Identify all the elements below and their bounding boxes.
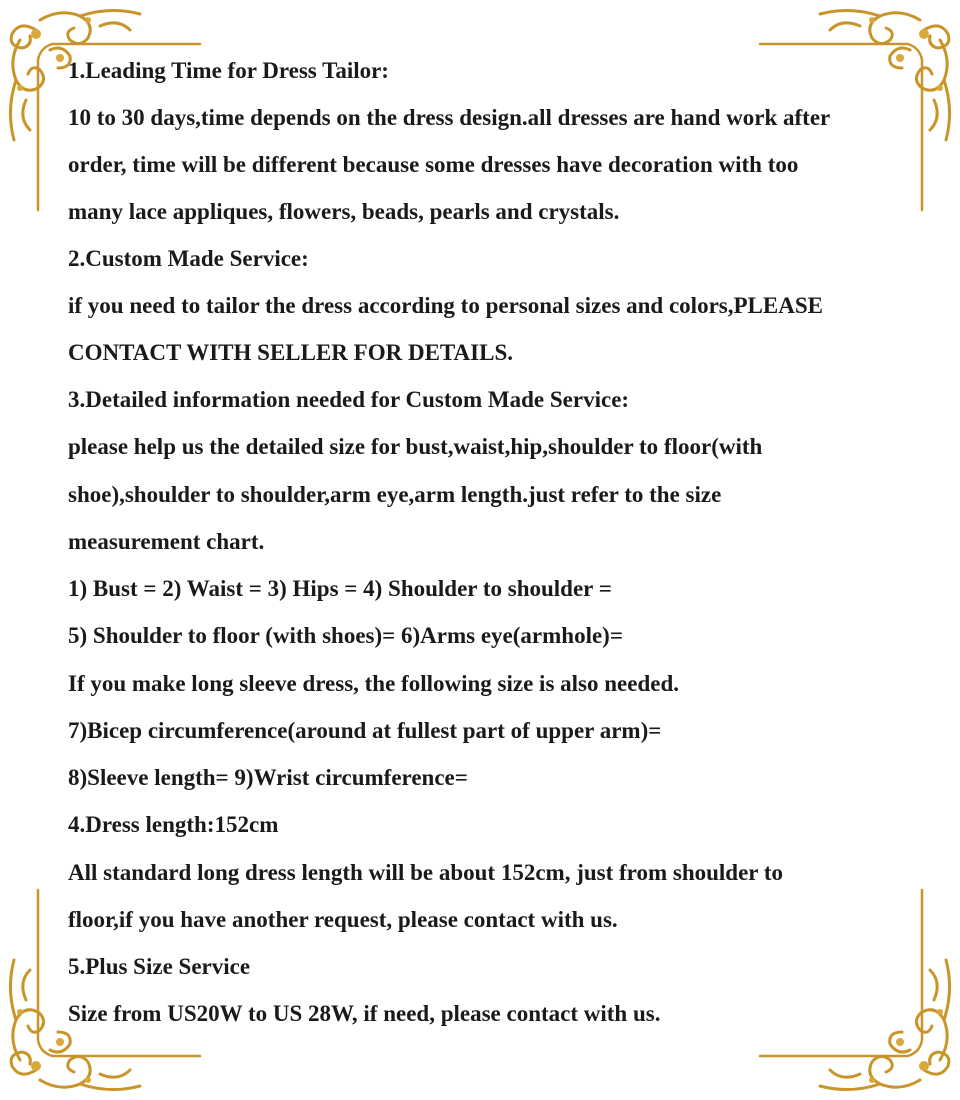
section-heading-dress-length: 4.Dress length:152cm	[68, 812, 279, 837]
section-heading-leading-time: 1.Leading Time for Dress Tailor:	[68, 58, 389, 83]
text-line: CONTACT WITH SELLER FOR DETAILS.	[68, 340, 513, 365]
measurement-line: 7)Bicep circumference(around at fullest part of upper arm)=	[68, 718, 662, 743]
text-line: floor,if you have another request, please contact with us.	[68, 907, 618, 932]
text-line: order, time will be different because some dresses have decoration with too	[68, 152, 799, 177]
section-heading-custom-made: 2.Custom Made Service:	[68, 246, 309, 271]
text-line: All standard long dress length will be about 152cm, just from shoulder to	[68, 860, 783, 885]
section-heading-plus-size: 5.Plus Size Service	[68, 954, 251, 979]
text-line: many lace appliques, flowers, beads, pearls and crystals.	[68, 199, 620, 224]
text-line: measurement chart.	[68, 529, 265, 554]
measurement-line: 5) Shoulder to floor (with shoes)= 6)Arms eye(armhole)=	[68, 623, 623, 648]
text-line: If you make long sleeve dress, the following size is also needed.	[68, 671, 679, 696]
text-line: 10 to 30 days,time depends on the dress design.all dresses are hand work after	[68, 105, 831, 130]
measurement-line: 1) Bust = 2) Waist = 3) Hips = 4) Shoulder to shoulder =	[68, 576, 612, 601]
text-line: please help us the detailed size for bust,waist,hip,shoulder to floor(with	[68, 434, 763, 459]
text-line: Size from US20W to US 28W, if need, please contact with us.	[68, 1001, 661, 1026]
filigree-icon	[720, 860, 960, 1100]
text-line: shoe),shoulder to shoulder,arm eye,arm length.just refer to the size	[68, 482, 722, 507]
text-line: if you need to tailor the dress according to personal sizes and colors,PLEASE	[68, 293, 823, 318]
measurement-line: 8)Sleeve length= 9)Wrist circumference=	[68, 765, 468, 790]
section-heading-detailed-info: 3.Detailed information needed for Custom Made Service:	[68, 387, 630, 412]
ornament-corner-bottom-right	[720, 860, 960, 1100]
